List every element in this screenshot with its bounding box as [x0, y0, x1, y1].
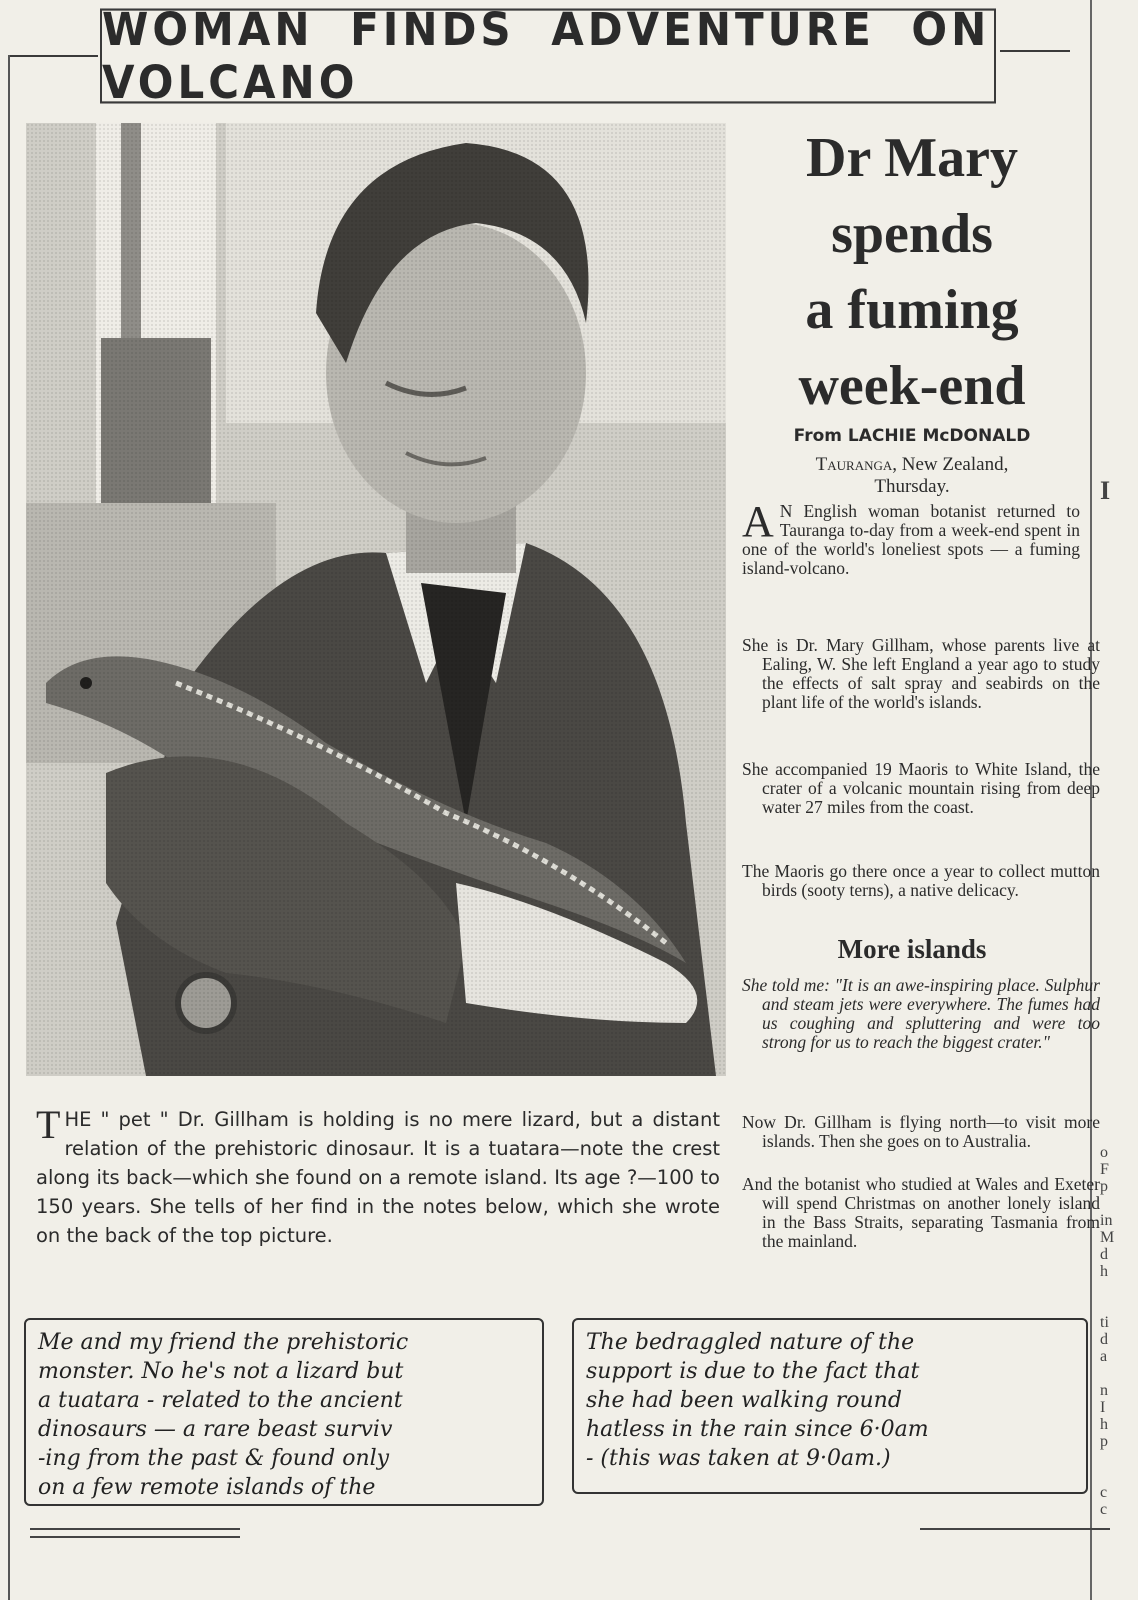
- dateline-country: , New Zealand,: [892, 454, 1009, 475]
- neighbor-letter: d: [1100, 1246, 1108, 1263]
- article-paragraph-7: And the botanist who studied at Wales and Exeter will spend Christmas on another lonely island in the Bass Straits, separating Tasmania from the mainland.: [742, 1174, 1100, 1251]
- note-line: support is due to the fact that: [586, 1359, 920, 1384]
- footer-rule-right: [920, 1528, 1110, 1530]
- caption-text: HE " pet " Dr. Gillham is holding is no mere lizard, but a distant relation of the prehistoric dinosaur. It is a tuatara—note the crest along its back—which she found on a remote island. Its age ?—100 to 150 years. She tells of her find in the notes below, which she wrote on the back of the top picture.: [36, 1108, 720, 1247]
- headline-rule-right: [1000, 50, 1070, 52]
- article-paragraph-2: She is Dr. Mary Gillham, whose parents live at Ealing, W. She left England a year ago to study the effects of salt spray and seabirds on the plant life of the world's islands.: [742, 635, 1100, 712]
- photo-woman-with-tuatara: [26, 123, 726, 1076]
- neighbor-letter: M: [1100, 1229, 1115, 1246]
- subhead: More islands: [837, 934, 987, 964]
- article-paragraph-1: [742, 497, 1080, 578]
- article-paragraph-5: She told me: "It is an awe-inspiring place. Sulphur and steam jets were everywhere. The fumes had us coughing and spluttering and were too strong for us to reach the biggest crater.": [742, 975, 1100, 1052]
- neighbor-letter: I: [1100, 476, 1111, 505]
- neighbor-letter: ti: [1100, 1314, 1109, 1331]
- dateline-day: Thursday.: [874, 476, 950, 497]
- headline-rule-left: [10, 55, 98, 57]
- note-line: Me and my friend the prehistoric: [38, 1330, 409, 1355]
- neighbor-letter: d: [1100, 1331, 1108, 1348]
- neighbor-letter: c: [1100, 1501, 1108, 1518]
- title-line: Dr Mary: [806, 127, 1018, 189]
- page-border-left: [8, 55, 10, 1600]
- note-line: - (this was taken at 9·0am.): [586, 1446, 891, 1471]
- article-paragraph-3: She accompanied 19 Maoris to White Island, the crater of a volcanic mountain rising from deep water 27 miles from the coast.: [742, 759, 1100, 817]
- footer-rule-left-2: [30, 1536, 240, 1538]
- dateline-place: Tauranga: [815, 454, 893, 475]
- neighbor-letter: p: [1100, 1433, 1108, 1450]
- paragraph-text: N English woman botanist returned to Tauranga to-day from a week-end spent in one of the world's loneliest spots — a fuming island-volcano.: [742, 501, 1080, 578]
- title-line: a fuming: [805, 279, 1019, 341]
- neighbor-letter: p: [1100, 1178, 1108, 1195]
- note-line: monster. No he's not a lizard but: [38, 1359, 404, 1384]
- note-line: on a few remote islands of the: [38, 1475, 376, 1500]
- neighbor-letter: o: [1100, 1144, 1108, 1161]
- neighbor-letter: in: [1100, 1212, 1113, 1229]
- note-line: a tuatara - related to the ancient: [38, 1388, 403, 1413]
- handwritten-note-left: [24, 1318, 544, 1506]
- note-line: hatless in the rain since 6·0am: [586, 1417, 929, 1442]
- article-title: [742, 120, 1082, 424]
- article-paragraph-6: Now Dr. Gillham is flying north—to visit more islands. Then she goes on to Australia.: [742, 1112, 1100, 1151]
- neighbor-letter: I: [1100, 1399, 1106, 1416]
- caption-dropcap: T: [36, 1102, 61, 1147]
- note-line: -ing from the past & found only: [38, 1446, 390, 1471]
- title-line: week-end: [798, 355, 1026, 417]
- note-line: The bedraggled nature of the: [586, 1330, 915, 1355]
- photo-caption: [36, 1102, 720, 1250]
- dropcap: A: [742, 497, 774, 546]
- footer-rule-left: [30, 1528, 240, 1530]
- title-line: spends: [831, 203, 993, 265]
- article-paragraph-4: The Maoris go there once a year to collect mutton birds (sooty terns), a native delicacy.: [742, 861, 1100, 900]
- neighbor-letter: h: [1100, 1416, 1108, 1433]
- neighbor-letter: h: [1100, 1263, 1108, 1280]
- note-line: dinosaurs — a rare beast surviv: [38, 1417, 393, 1442]
- headline: WOMAN FINDS ADVENTURE ON VOLCANO: [100, 8, 996, 103]
- neighbor-letter: a: [1100, 1348, 1108, 1365]
- neighbor-letter: c: [1100, 1484, 1108, 1501]
- neighbor-letter: n: [1100, 1382, 1108, 1399]
- dateline: [742, 454, 1082, 498]
- neighbor-letter: F: [1100, 1161, 1109, 1178]
- note-line: she had been walking round: [586, 1388, 902, 1413]
- byline: From LACHIE McDONALD: [793, 426, 1031, 446]
- handwritten-note-right: [572, 1318, 1088, 1494]
